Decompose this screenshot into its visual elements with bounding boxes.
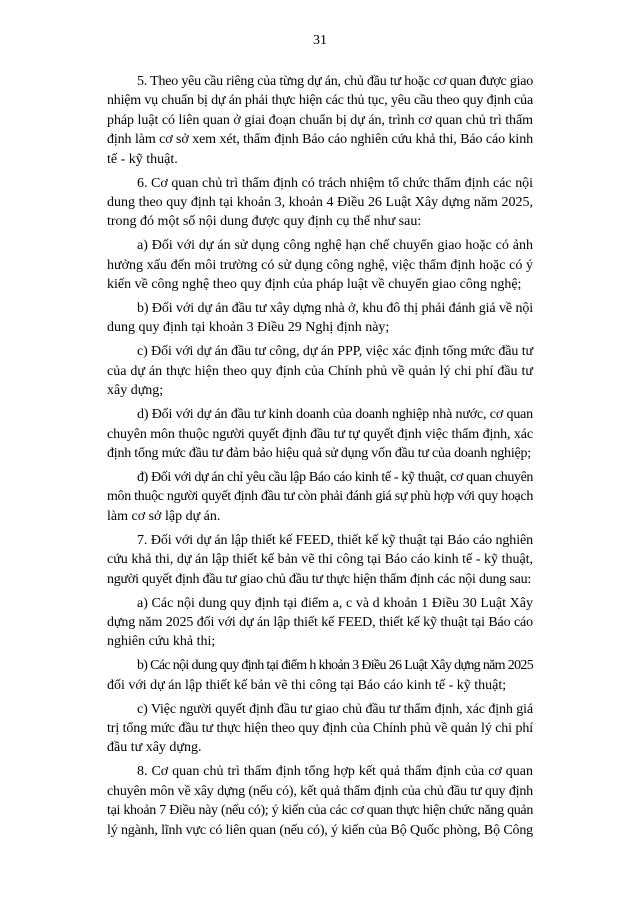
text-line: định làm cơ sở xem xét, thẩm định Báo cáo nghiên cứu khả thi, Báo cáo kinh (107, 132, 533, 148)
text-line: xây dựng; (107, 383, 164, 399)
text-line: môn thuộc người quyết định đầu tư còn phải đánh giá sự phù hợp với quy hoạch (107, 489, 533, 505)
clause-8 (107, 762, 533, 840)
text-line: nhiệm vụ chuẩn bị dự án phải thực hiện các thủ tục, yêu cầu theo quy định của (107, 93, 533, 109)
text-line: định tổng mức đầu tư đảm bảo hiệu quả sử dụng vốn đầu tư của doanh nghiệp; (107, 446, 531, 461)
text-line: a) Các nội dung quy định tại điểm a, c và d khoản 1 Điều 30 Luật Xây (137, 595, 533, 611)
text-line: dung theo quy định tại khoản 3, khoản 4 Điều 26 Luật Xây dựng năm 2025, (107, 194, 533, 210)
clause-6-point-b (107, 299, 533, 338)
text-line: c) Đối với dự án đầu tư công, dự án PPP, việc xác định tổng mức đầu tư (137, 344, 533, 360)
clause-6-point-dd (107, 468, 533, 526)
text-line: đ) Đối với dự án chỉ yêu cầu lập Báo cáo kinh tế - kỹ thuật, cơ quan chuyên (137, 469, 533, 485)
text-line: dựng năm 2025 đối với dự án lập thiết kế FEED, thiết kế kỹ thuật tại Báo cáo (107, 614, 533, 630)
text-line: hưởng xấu đến môi trường có sử dụng công nghệ, việc thẩm định hoặc có ý (107, 257, 533, 273)
clause-7-point-a (107, 594, 533, 652)
text-line: chuyên môn về xây dựng (nếu có), kết quả thẩm định của chủ đầu tư quy định (107, 783, 533, 799)
text-line: pháp luật có liên quan ở giai đoạn chuẩn bị dự án, trình cơ quan chủ trì thẩm (107, 112, 533, 128)
clause-5 (107, 72, 533, 169)
clause-7-point-b (107, 656, 533, 695)
text-line: 8. Cơ quan chủ trì thẩm định tổng hợp kết quả thẩm định của cơ quan (137, 764, 533, 780)
text-line: 7. Đối với dự án lập thiết kế FEED, thiết kế kỹ thuật tại Báo cáo nghiên (137, 532, 533, 548)
text-line: 5. Theo yêu cầu riêng của từng dự án, chủ đầu tư hoặc cơ quan được giao (137, 74, 533, 89)
text-line: chuyên môn thuộc người quyết định đầu tư tự quyết định việc thẩm định, xác (107, 426, 533, 442)
text-line: cứu khả thi, dự án lập thiết kế bản vẽ thi công tại Báo cáo kinh tế - kỹ thuật, (107, 552, 533, 568)
page-number: 31 (313, 33, 327, 48)
clause-7 (107, 531, 533, 589)
text-line: nghiên cứu khả thi; (107, 634, 216, 650)
clause-6-point-c (107, 342, 533, 400)
text-line: b) Các nội dung quy định tại điểm h khoản 3 Điều 26 Luật Xây dựng năm 2025 (137, 658, 533, 674)
text-line: 6. Cơ quan chủ trì thẩm định có trách nhiệm tổ chức thẩm định các nội (137, 175, 533, 191)
text-line: trong đó một số nội dung được quy định cụ thể như sau: (107, 214, 422, 230)
document-body (107, 72, 533, 840)
text-line: d) Đối với dự án đầu tư kinh doanh của doanh nghiệp nhà nước, cơ quan (137, 407, 533, 423)
text-line: làm cơ sở lập dự án. (107, 508, 221, 524)
text-line: dung quy định tại khoản 3 Điều 29 Nghị định này; (107, 320, 390, 336)
text-line: tế - kỹ thuật. (107, 151, 178, 167)
clause-6-point-a (107, 236, 533, 294)
clause-7-point-c (107, 700, 533, 758)
text-line: lý ngành, lĩnh vực có liên quan (nếu có), ý kiến của Bộ Quốc phòng, Bộ Công (107, 822, 533, 838)
text-line: kiến về công nghệ theo quy định của pháp luật về chuyển giao công nghệ; (107, 277, 522, 293)
text-line: của dự án thực hiện theo quy định của Chính phủ về quản lý chi phí đầu tư (107, 363, 533, 379)
clause-6-point-d (107, 405, 533, 463)
text-line: trị tổng mức đầu tư thực hiện theo quy định của Chính phủ về quản lý chi phí (107, 721, 533, 737)
text-line: c) Việc người quyết định đầu tư giao chủ đầu tư thẩm định, xác định giá (137, 701, 533, 717)
text-line: a) Đối với dự án sử dụng công nghệ hạn chế chuyển giao hoặc có ảnh (137, 238, 533, 254)
text-line: đầu tư xây dựng. (107, 740, 202, 756)
text-line: tại khoản 7 Điều này (nếu có); ý kiến của các cơ quan thực hiện chức năng quản (107, 803, 533, 819)
text-line: đối với dự án lập thiết kế bản vẽ thi công tại Báo cáo kinh tế - kỹ thuật; (107, 677, 507, 693)
text-line: b) Đối với dự án đầu tư xây dựng nhà ở, khu đô thị phải đánh giá về nội (137, 301, 533, 317)
clause-6 (107, 174, 533, 232)
text-line: người quyết định đầu tư giao chủ đầu tư thực hiện thẩm định các nội dung sau: (107, 571, 532, 587)
